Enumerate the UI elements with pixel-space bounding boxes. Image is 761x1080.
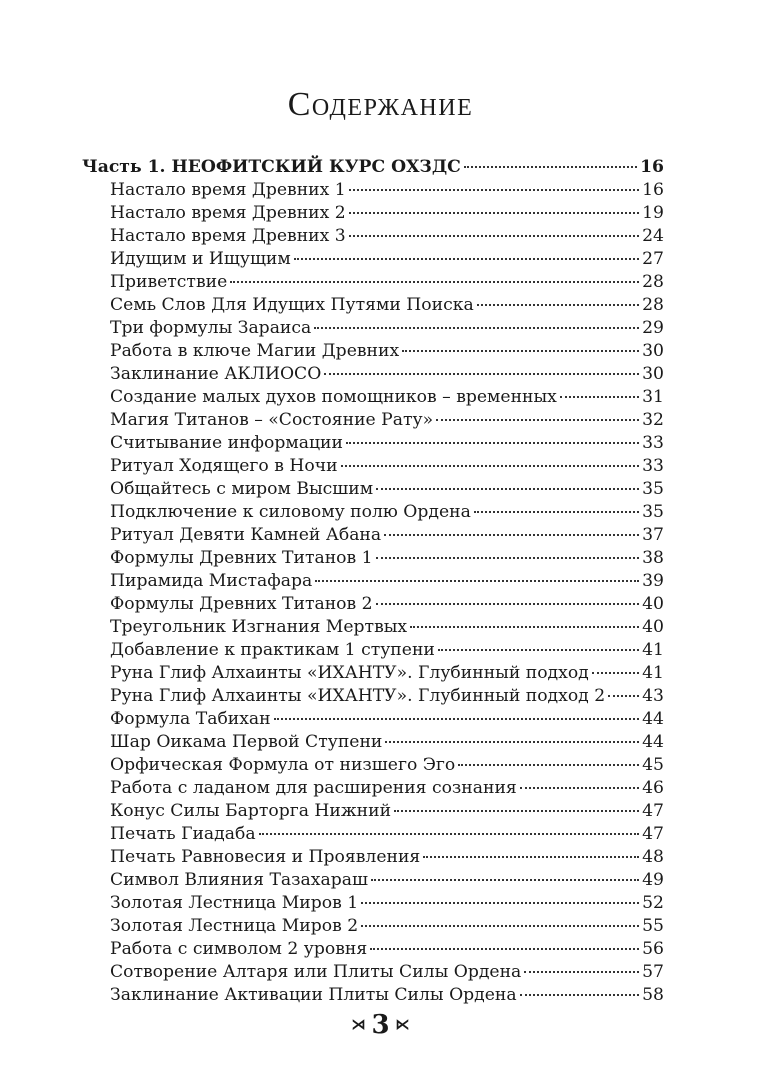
leader-dots	[349, 235, 639, 237]
toc-entry-page: 45	[642, 755, 664, 775]
toc-entry-label: Формулы Древних Титанов 1	[110, 548, 373, 568]
toc-entry-page: 56	[642, 939, 664, 959]
toc-entry-label: Работа в ключе Магии Древних	[110, 341, 400, 361]
toc-entry-label: Конус Силы Барторга Нижний	[110, 801, 392, 821]
leader-dots	[370, 948, 639, 950]
toc-entry[interactable]	[110, 271, 664, 294]
page-title: Содержание	[287, 86, 474, 123]
page-number: 3	[371, 1010, 390, 1040]
leader-dots	[423, 856, 639, 858]
toc-entry-label: Заклинание АКЛИОСО	[110, 364, 322, 384]
toc-entry[interactable]	[110, 524, 664, 547]
leader-dots	[274, 718, 639, 720]
leader-dots	[402, 350, 639, 352]
toc-entry-page: 48	[642, 847, 664, 867]
toc-entry-page: 47	[642, 801, 664, 821]
toc-entry[interactable]	[110, 846, 664, 869]
toc-entry-page: 35	[642, 479, 664, 499]
toc-entry-page: 27	[642, 249, 664, 269]
toc-entry-label: Ритуал Ходящего в Ночи	[110, 456, 338, 476]
toc-entry[interactable]	[110, 777, 664, 800]
toc-entry-page: 33	[642, 433, 664, 453]
toc-entry-page: 19	[642, 203, 664, 223]
toc-entry-label: Треугольник Изгнания Мертвых	[110, 617, 408, 637]
toc-entry-label: Считывание информации	[110, 433, 343, 453]
toc-entry-label: Ритуал Девяти Камней Абана	[110, 525, 382, 545]
leader-dots	[520, 994, 639, 996]
toc-entry-page: 16	[642, 180, 664, 200]
table-of-contents	[82, 156, 664, 1007]
toc-entry-label: Работа с символом 2 уровня	[110, 939, 368, 959]
toc-entry[interactable]	[110, 455, 664, 478]
toc-entry[interactable]	[110, 961, 664, 984]
toc-entry[interactable]	[110, 731, 664, 754]
toc-entry[interactable]	[110, 823, 664, 846]
leader-dots	[361, 902, 639, 904]
leader-dots	[376, 557, 640, 559]
toc-entry[interactable]	[110, 409, 664, 432]
toc-entry[interactable]	[110, 386, 664, 409]
leader-dots	[477, 304, 639, 306]
toc-entry[interactable]	[110, 501, 664, 524]
leader-dots	[341, 465, 640, 467]
toc-entry[interactable]	[110, 363, 664, 386]
toc-entry-page: 40	[642, 617, 664, 637]
toc-entry-label: Орфическая Формула от низшего Эго	[110, 755, 456, 775]
leader-dots	[294, 258, 639, 260]
toc-entry-label: Золотая Лестница Миров 2	[110, 916, 359, 936]
leader-dots	[361, 925, 639, 927]
toc-entry-page: 33	[642, 456, 664, 476]
leader-dots	[315, 580, 639, 582]
toc-entry-label: Печать Равновесия и Проявления	[110, 847, 421, 867]
leader-dots	[259, 833, 640, 835]
toc-entry[interactable]	[110, 685, 664, 708]
toc-entry-label: Три формулы Зараиса	[110, 318, 312, 338]
toc-entry-page: 30	[642, 341, 664, 361]
toc-entry[interactable]	[110, 432, 664, 455]
toc-entry[interactable]	[110, 317, 664, 340]
toc-entry-label: Руна Глиф Алхаинты «ИХАНТУ». Глубинный подход 2	[110, 686, 606, 706]
toc-entry-label: Золотая Лестница Миров 1	[110, 893, 359, 913]
leader-dots	[349, 212, 639, 214]
toc-entry-page: 32	[642, 410, 664, 430]
page-number-footer	[0, 1010, 761, 1040]
toc-entry[interactable]	[110, 869, 664, 892]
toc-entry-page: 44	[642, 709, 664, 729]
leader-dots	[384, 534, 639, 536]
toc-entry-page: 28	[642, 272, 664, 292]
toc-entry[interactable]	[110, 202, 664, 225]
toc-entry-label: Заклинание Активации Плиты Силы Ордена	[110, 985, 517, 1005]
leader-dots	[410, 626, 639, 628]
ornament-right-icon: ⋉	[395, 1017, 410, 1033]
toc-entry-label: Добавление к практикам 1 ступени	[110, 640, 435, 660]
toc-entry-label: Подключение к силовому полю Ордена	[110, 502, 471, 522]
toc-entry-label: Семь Слов Для Идущих Путями Поиска	[110, 295, 474, 315]
leader-dots	[474, 511, 639, 513]
toc-entry-label: Сотворение Алтаря или Плиты Силы Ордена	[110, 962, 522, 982]
toc-entry[interactable]	[110, 984, 664, 1007]
toc-part-page: 16	[640, 157, 664, 177]
toc-entry-label: Формула Табихан	[110, 709, 271, 729]
toc-entry-label: Пирамида Мистафара	[110, 571, 313, 591]
leader-dots	[608, 695, 639, 697]
toc-entry-label: Общайтесь с миром Высшим	[110, 479, 374, 499]
toc-entry[interactable]	[110, 179, 664, 202]
toc-entry-label: Формулы Древних Титанов 2	[110, 594, 373, 614]
toc-entry[interactable]	[110, 662, 664, 685]
leader-dots	[438, 649, 639, 651]
leader-dots	[458, 764, 639, 766]
toc-entry-page: 30	[642, 364, 664, 384]
toc-entry-label: Настало время Древних 1	[110, 180, 346, 200]
leader-dots	[230, 281, 639, 283]
toc-entry-page: 40	[642, 594, 664, 614]
toc-entry-page: 38	[642, 548, 664, 568]
toc-entry-page: 55	[642, 916, 664, 936]
toc-entry-label: Настало время Древних 2	[110, 203, 346, 223]
toc-entry[interactable]	[110, 938, 664, 961]
toc-entry-page: 44	[642, 732, 664, 752]
toc-entry-page: 28	[642, 295, 664, 315]
toc-entry-label: Настало время Древних 3	[110, 226, 346, 246]
toc-entry[interactable]	[110, 570, 664, 593]
leader-dots	[324, 373, 639, 375]
leader-dots	[349, 189, 639, 191]
toc-entry-label: Руна Глиф Алхаинты «ИХАНТУ». Глубинный подход	[110, 663, 589, 683]
toc-entry[interactable]	[110, 593, 664, 616]
toc-entry[interactable]	[110, 639, 664, 662]
toc-entry-label: Магия Титанов – «Состояние Рату»	[110, 410, 434, 430]
leader-dots	[560, 396, 639, 398]
toc-entry-label: Шар Оикама Первой Ступени	[110, 732, 383, 752]
toc-entry-page: 31	[642, 387, 664, 407]
toc-entry-label: Создание малых духов помощников – временных	[110, 387, 557, 407]
toc-entry[interactable]	[110, 754, 664, 777]
toc-entry-page: 58	[642, 985, 664, 1005]
toc-entry-page: 24	[642, 226, 664, 246]
leader-dots	[464, 166, 637, 168]
toc-entry-page: 39	[642, 571, 664, 591]
toc-entry-label: Идущим и Ищущим	[110, 249, 291, 269]
ornament-left-icon: ⋊	[351, 1017, 366, 1033]
toc-entry[interactable]	[110, 915, 664, 938]
toc-entry[interactable]	[110, 294, 664, 317]
toc-entry[interactable]	[110, 478, 664, 501]
toc-entry-label: Печать Гиадаба	[110, 824, 256, 844]
toc-entry-page: 47	[642, 824, 664, 844]
leader-dots	[376, 603, 640, 605]
toc-part-label: Часть 1. НЕОФИТСКИЙ КУРС ОХЗДС	[82, 157, 461, 177]
leader-dots	[346, 442, 639, 444]
leader-dots	[592, 672, 639, 674]
leader-dots	[376, 488, 639, 490]
toc-entry[interactable]	[110, 547, 664, 570]
toc-entry[interactable]	[110, 248, 664, 271]
toc-entry-page: 29	[642, 318, 664, 338]
toc-part-heading[interactable]	[82, 156, 664, 179]
leader-dots	[314, 327, 639, 329]
toc-entry-page: 41	[642, 640, 664, 660]
leader-dots	[394, 810, 639, 812]
toc-entry[interactable]	[110, 340, 664, 363]
toc-entry[interactable]	[110, 892, 664, 915]
toc-entry-page: 46	[642, 778, 664, 798]
toc-entry-page: 52	[642, 893, 664, 913]
toc-entry-page: 35	[642, 502, 664, 522]
toc-entry[interactable]	[110, 616, 664, 639]
toc-entry-label: Работа с ладаном для расширения сознания	[110, 778, 517, 798]
toc-entry-page: 43	[642, 686, 664, 706]
toc-entry-label: Символ Влияния Тазахараш	[110, 870, 368, 890]
toc-entry-label: Приветствие	[110, 272, 228, 292]
toc-entry-page: 49	[642, 870, 664, 890]
toc-entry-page: 41	[642, 663, 664, 683]
leader-dots	[524, 971, 639, 973]
leader-dots	[436, 419, 639, 421]
toc-entry[interactable]	[110, 708, 664, 731]
leader-dots	[385, 741, 639, 743]
toc-entry-page: 37	[642, 525, 664, 545]
leader-dots	[371, 879, 639, 881]
toc-entry[interactable]	[110, 225, 664, 248]
leader-dots	[520, 787, 639, 789]
toc-entry-page: 57	[642, 962, 664, 982]
toc-entry[interactable]	[110, 800, 664, 823]
